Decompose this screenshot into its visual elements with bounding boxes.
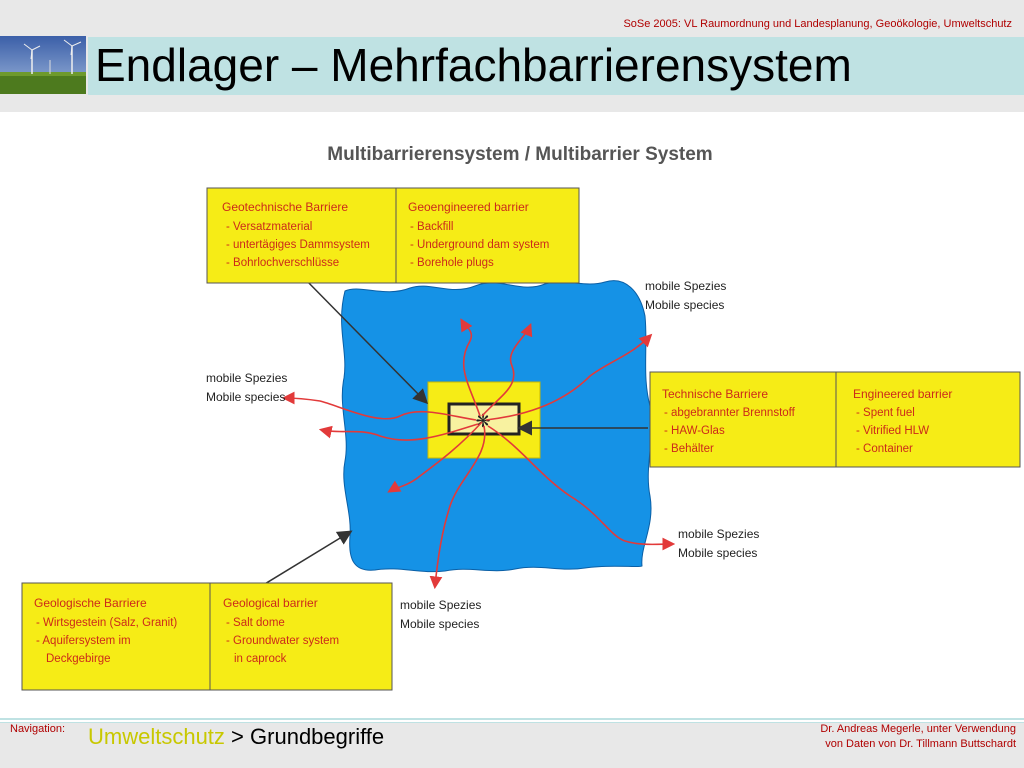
geotech-de-item: - Bohrlochverschlüsse: [226, 257, 340, 269]
breadcrumb: [88, 724, 384, 750]
technical-en-item: - Container: [856, 443, 913, 455]
mobile-species-label: Mobile species: [400, 617, 480, 631]
mobile-species-label: Mobile species: [645, 298, 725, 312]
geological-en-item: - Salt dome: [226, 617, 285, 629]
technical-en-item: - Vitrified HLW: [856, 425, 930, 437]
spent-fuel-icon: ❋: [475, 411, 491, 431]
geotech-en-item: - Backfill: [410, 221, 454, 233]
wind-turbine-logo: [0, 36, 86, 94]
geotech-de-item: - Versatzmaterial: [226, 221, 313, 233]
multibarrier-diagram: [0, 116, 1024, 708]
author-credit: [820, 722, 1016, 752]
geotech-de-heading: Geotechnische Barriere: [222, 200, 349, 214]
geotech-en-item: - Borehole plugs: [410, 257, 494, 269]
geological-en-item: in caprock: [234, 653, 287, 665]
course-note: SoSe 2005: VL Raumordnung und Landesplanung, Geoökologie, Umweltschutz: [623, 18, 1012, 30]
breadcrumb-current: Grundbegriffe: [250, 724, 385, 749]
mobile-species-label: mobile Spezies: [645, 279, 727, 293]
credit-line: von Daten von Dr. Tillmann Buttschardt: [825, 738, 1016, 750]
breadcrumb-separator: >: [231, 724, 244, 749]
geological-en-heading: Geological barrier: [223, 596, 318, 610]
footer-divider: [0, 718, 1024, 720]
mobile-species-label: mobile Spezies: [400, 598, 482, 612]
technical-de-item: - HAW-Glas: [664, 425, 725, 437]
geotech-de-item: - untertägiges Dammsystem: [226, 239, 370, 251]
technical-de-heading: Technische Barriere: [662, 387, 769, 401]
mobile-species-label: mobile Spezies: [678, 527, 760, 541]
geotech-en-item: - Underground dam system: [410, 239, 550, 251]
technical-de-item: - abgebrannter Brennstoff: [664, 407, 795, 419]
page-title: Endlager – Mehrfachbarrierensystem: [95, 39, 852, 91]
technical-de-item: - Behälter: [664, 443, 714, 455]
mobile-species-label: Mobile species: [206, 390, 286, 404]
mobile-species-label: Mobile species: [678, 546, 758, 560]
geological-de-item: - Wirtsgestein (Salz, Granit): [36, 617, 178, 629]
geotech-en-heading: Geoengineered barrier: [408, 200, 529, 214]
geological-de-item: Deckgebirge: [46, 653, 111, 665]
diagram-title: Multibarrierensystem / Multibarrier System: [327, 144, 713, 165]
technical-en-item: - Spent fuel: [856, 407, 915, 419]
navigation-label: Navigation:: [10, 723, 66, 735]
geological-de-heading: Geologische Barriere: [34, 596, 147, 610]
mobile-species-label: mobile Spezies: [206, 371, 288, 385]
technical-en-heading: Engineered barrier: [853, 387, 953, 401]
geological-en-item: - Groundwater system: [226, 635, 340, 647]
credit-line: Dr. Andreas Megerle, unter Verwendung: [820, 723, 1016, 735]
breadcrumb-link-umweltschutz[interactable]: Umweltschutz: [88, 724, 225, 749]
geological-de-item: - Aquifersystem im: [36, 635, 131, 647]
